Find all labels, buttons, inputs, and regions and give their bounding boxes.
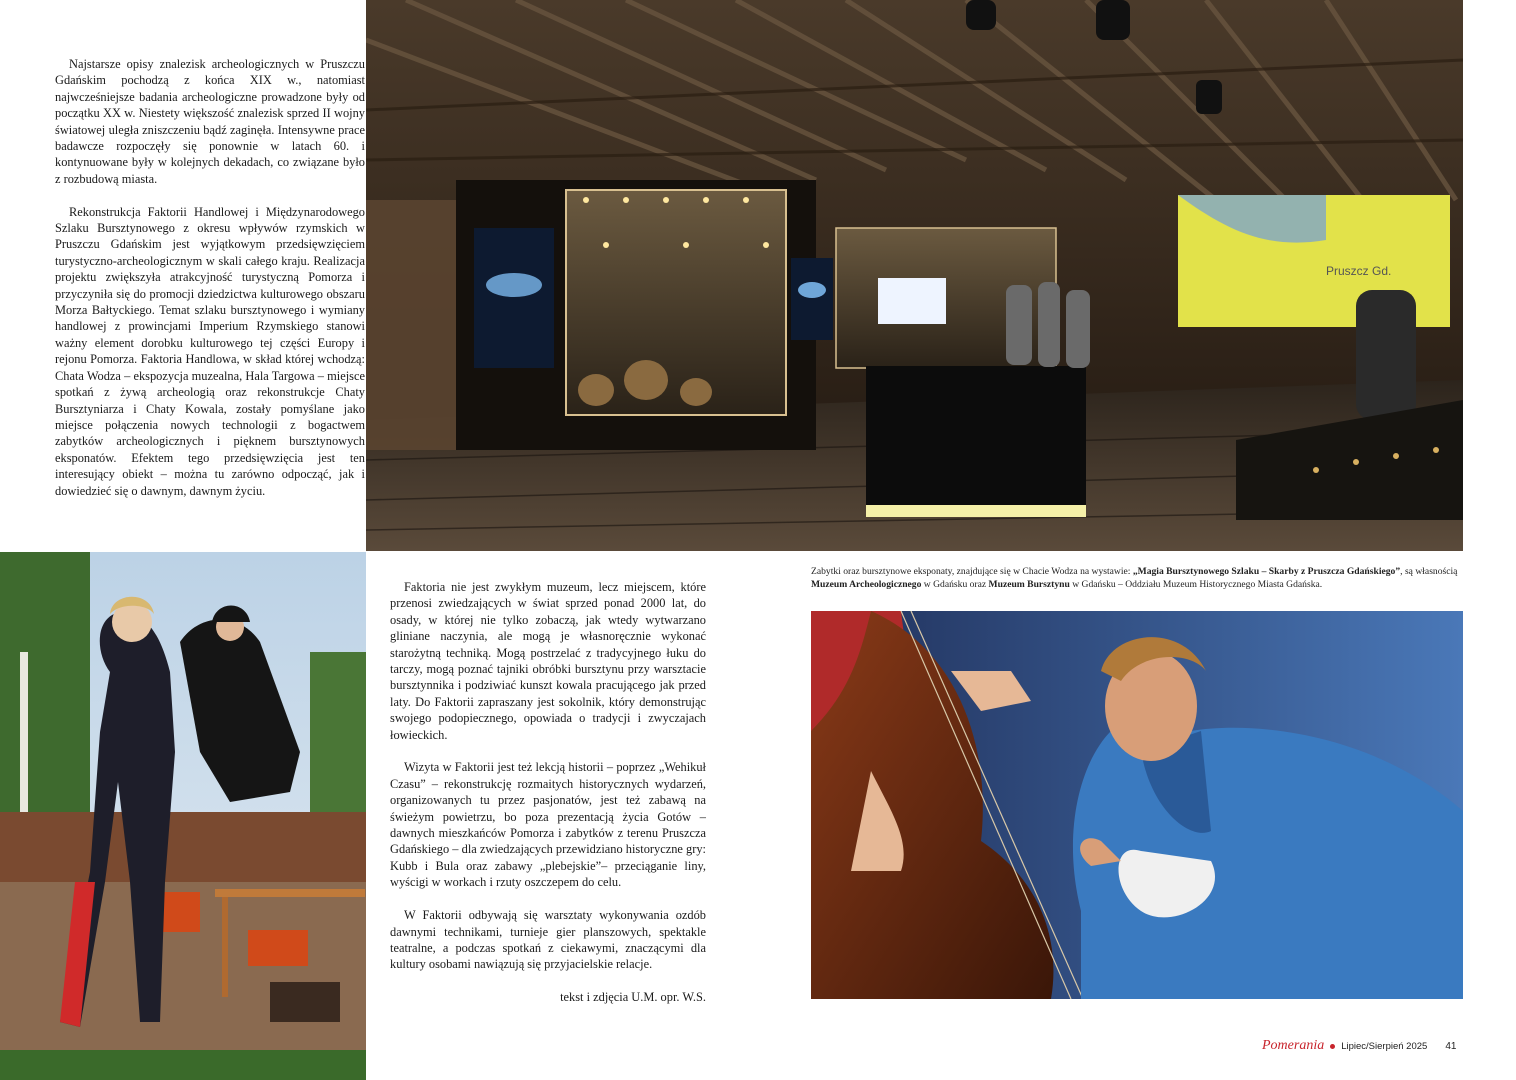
bullet-dot-icon bbox=[1330, 1044, 1335, 1049]
article-column-1 bbox=[55, 56, 365, 515]
paragraph: Najstarsze opisy znalezisk archeologicznych w Pruszczu Gdańskim pochodzą z końca XIX w., natomiast najwcześniejsze badania archeologiczne prowadzone były od początku XX w. Niestety większość znalezisk sprzed II wojny światowej uległa zniszczeniu bądź zaginęła. Intensywne prace badawcze rozpoczęły się ponownie w latach 60. i kontynuowane były w kolejnych dekadach, co związane było z rozbudową miasta. bbox=[55, 57, 365, 186]
page-footer bbox=[1262, 1036, 1456, 1056]
map-screen-label: Pruszcz Gd. bbox=[1326, 264, 1392, 278]
paragraph: Rekonstrukcja Faktorii Handlowej i Międzynarodowego Szlaku Bursztynowego z okresu wpływów rzymskich w Pruszczu Gdańskim jest wyjątkowym przedsięwzięciem turystyczno-archeologicznym w skali całego kraju. Realizacja projektu zwiększyła atrakcyjność turystyczną Pomorza i przyczyniła się do promocji dziedzictwa kulturowego obszaru Morza Bałtyckiego. Temat szlaku bursztynowego i wymiany handlowej z prowincjami Imperium Rzymskiego stanowi ważny element dorobku kulturowego tej części Europy i rejonu Pomorza. Faktoria Handlowa, w skład której wchodzą: Chata Wodza – ekspozycja muzealna, Hala Targowa – miejsce spotkań z żywą archeologią oraz rekonstrukcje Chaty Bursztyniarza i Chaty Kowala, zostały pomyślane jako miejsce połączenia nowych technologii z bogactwem zabytków archeologicznych i pięknem bursztynowych eksponatów. Efektem tego przedsięwzięcia jest ten interesujący obiekt – można tu zarówno odpocząć, jak i dowiedzieć się o dawnym, dawnym życiu. bbox=[55, 204, 365, 498]
author-signature: tekst i zdjęcia U.M. opr. W.S. bbox=[560, 990, 706, 1005]
paragraph: Faktoria nie jest zwykłym muzeum, lecz miejscem, które przenosi zwiedzających w świat sprzed ponad 2000 lat, do osady, w której nie tylko zobaczą, jak wtedy wytwarzano gliniane naczynia, ale mogą je własnoręcznie wykonać starożytną techniką. Mogą postrzelać z tradycyjnego łuku do tarczy, mogą poznać tajniki obróbki bursztynu przy warsztacie bursztynnika i podziwiać kunszt kowala pracującego jak przed laty. Do Faktorii zapraszany jest sokolnik, który demonstrując swojego podopiecznego, opowiada o tradycji i zwyczajach łowieckich. bbox=[390, 580, 706, 742]
paragraph: Wizyta w Faktorii jest też lekcją historii – poprzez „Wehikuł Czasu” – rekonstrukcję rozmaitych historycznych wydarzeń, organizowanych tu przez pasjonatów, jest też zabawą na świeżym powietrzu, bo poza prezentacją życia Gotów – dawnych mieszkańców Pomorza i zabytków z terenu Pruszcza Gdańskiego – dla zwiedzających przewidziano historyczne gry: Kubb i Bula oraz zabawy „plebejskie”– przeciąganie liny, wyścigi w workach i rzuty oszczepem do celu. bbox=[390, 760, 706, 890]
paragraph: W Faktorii odbywają się warsztaty wykonywania ozdób dawnymi technikami, turnieje gier planszowych, spektakle teatralne, a podczas spotkań z ciekawymi, znaczącymi dla kultury osobami nawiązują się przyjacielskie relacje. bbox=[390, 908, 706, 972]
museum-interior-photo bbox=[366, 0, 1463, 551]
page-number: 41 bbox=[1445, 1040, 1457, 1052]
issue-label: Lipiec/Sierpień 2025 bbox=[1341, 1040, 1428, 1052]
musician-photo bbox=[811, 611, 1463, 999]
theatre-scene-photo bbox=[0, 552, 366, 1080]
magazine-brand: Pomerania bbox=[1262, 1038, 1325, 1053]
photo-caption: Zabytki oraz bursztynowe eksponaty, znajdujące się w Chacie Wodza na wystawie: „Magia Bursztynowego Szlaku – Skarby z Pruszcza Gdańskiego”, są własnością Muzeum Archeologicznego w Gdańsku oraz Muzeum Bursztynu w Gdańsku – Oddziału Muzeum Historycznego Miasta Gdańska. bbox=[811, 566, 1458, 590]
article-column-2 bbox=[390, 579, 706, 1022]
